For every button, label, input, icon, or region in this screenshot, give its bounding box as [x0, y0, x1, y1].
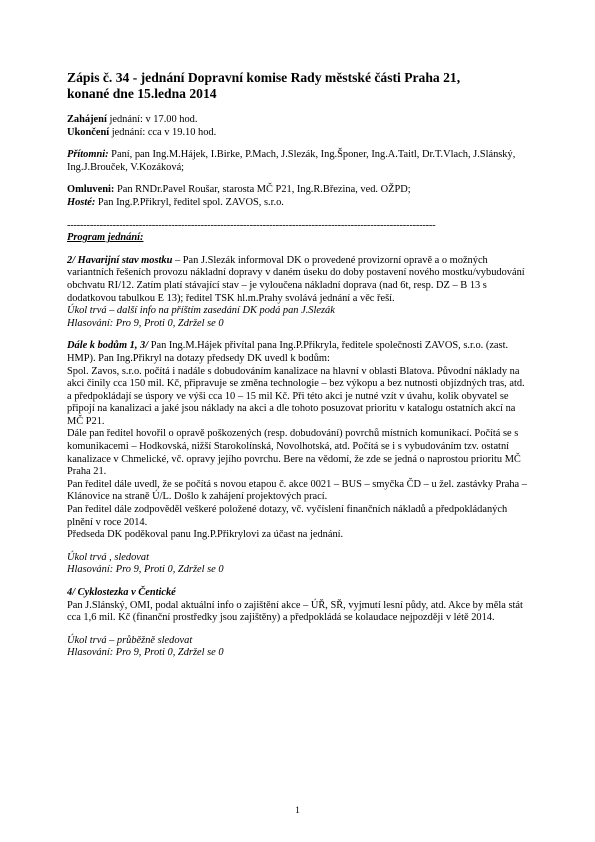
- present-label: Přítomni:: [67, 149, 109, 161]
- agenda-item-heading: Dále k bodům 1, 3/: [67, 340, 149, 352]
- agenda-item-vote: Hlasování: Pro 9, Proti 0, Zdržel se 0: [67, 564, 224, 576]
- agenda-item-body: – Pan J.Slezák informoval DK o provedené provizorní opravě a o možných variantních řešeních provozu nákladní dopravy v daném úseku do doby postavení nového mostku/vybudování obchvatu RI/12. Zatím platí stávající stav – je vyloučena nákladní doprava (nad 6t, resp. DZ – B 13 s dodatkovou tabulkou E 13); ředitel TSK hl.m.Prahy svolává jednání a věc řeší.: [67, 254, 525, 304]
- attendees-guests: [67, 197, 529, 210]
- title-line-2: konané dne 15.ledna 2014: [67, 86, 217, 101]
- divider-line: -----------------------------------------------------------------------------------------------------------------: [67, 219, 436, 231]
- start-label: Zahájení: [67, 114, 107, 125]
- agenda-item-task: Úkol trvá – průběžně sledovat: [67, 634, 193, 646]
- page-number: 1: [295, 806, 300, 816]
- present-text: Paní, pan Ing.M.Hájek, I.Birke, P.Mach, J.Slezák, Ing.Šponer, Ing.A.Taitl, Dr.T.Vlach, J.Slánský, Ing.J.Brouček, V.Kozáková;: [67, 149, 516, 173]
- end-label: Ukončení: [67, 126, 110, 138]
- document-title: [67, 70, 529, 102]
- guests-text: Pan Ing.P.Přikryl, ředitel spol. ZAVOS, s.r.o.: [95, 196, 284, 208]
- excused-label: Omluveni:: [67, 184, 115, 196]
- agenda-paragraph: Předseda DK poděkoval panu Ing.P.Přikrylovi za účast na jednání.: [67, 529, 344, 541]
- title-line-1: Zápis č. 34 - jednání Dopravní komise Rady městské části Praha 21,: [67, 70, 461, 85]
- meeting-end: [67, 127, 529, 140]
- start-text: jednání: v 17.00 hod.: [106, 114, 198, 125]
- agenda-item-vote: Hlasování: Pro 9, Proti 0, Zdržel se 0: [67, 317, 224, 329]
- agenda-item-2: [67, 255, 529, 331]
- end-text: jednání: cca v 19.10 hod.: [109, 126, 217, 138]
- agenda-item-1-3: [67, 340, 529, 577]
- agenda-paragraph: Spol. Zavos, s.r.o. počítá i nadále s dobudováním kanalizace na hlavní v oblasti Blatova. Původní náklady na akci činily cca 150 mil. Kč, připravuje se změna technologie – bez výkopu a bez nutnosti objízdných tras, atd. a předpokládají se úspory ve výši cca 10 – 15 mil Kč. Při této akci je nutné vzít v úvahu, kolik obyvatel se připojí na kanalizaci a jaké jsou náklady na akci a dle tohoto posuzovat prioritu v katalogu ostatních akcí na MČ P21.: [67, 365, 525, 427]
- agenda-paragraph: Dále pan ředitel hovořil o opravě poškozených (resp. dobudování) povrchů místních komunikací. Počítá se s komunikacemi – Hodkovská, nižší Starokolínská, Novolhotská, atd. Počítá se i s vybudováním tzv. ostatní kanalizace v Chmelické, vč. opravy jejího povrchu. Bere na vědomí, že zde se jedná o naprostou prioritu MČ Praha 21.: [67, 428, 521, 478]
- attendees-present: [67, 149, 529, 174]
- agenda-item-heading: 2/ Havarijní stav mostku: [67, 254, 173, 266]
- agenda-paragraph: Pan ředitel dále zodpověděl veškeré položené dotazy, vč. vyčíslení finančních nákladů a předpokládaných plnění v roce 2014.: [67, 504, 508, 528]
- meeting-start: [67, 114, 529, 127]
- attendees-excused: [67, 184, 529, 197]
- agenda-item-text: [67, 255, 529, 305]
- program-heading: Program jednání:: [67, 232, 144, 244]
- excused-text: Pan RNDr.Pavel Roušar, starosta MČ P21, Ing.R.Březina, ved. OŽPD;: [114, 184, 411, 196]
- agenda-item-task: Úkol trvá – další info na příštím zasedání DK podá pan J.Slezák: [67, 305, 335, 317]
- agenda-item-vote: Hlasování: Pro 9, Proti 0, Zdržel se 0: [67, 647, 224, 659]
- agenda-item-text: [67, 340, 529, 365]
- agenda-item-body: Pan Ing.M.Hájek přivítal pana Ing.P.Přikryla, ředitele společnosti ZAVOS, s.r.o. (zast. HMP). Pan Ing.Přikryl na dotazy předsedy DK uvedl k bodům:: [67, 340, 509, 364]
- agenda-item-task: Úkol trvá , sledovat: [67, 551, 149, 563]
- agenda-item-heading: 4/ Cyklostezka v Čentické: [67, 587, 176, 598]
- agenda-paragraph: Pan ředitel dále uvedl, že se počítá s novou etapou č. akce 0021 – BUS – smyčka ČD – u žel. zastávky Praha – Klánovice na straně Ú/L. Došlo k zahájení projektových prací.: [67, 478, 527, 503]
- guests-label: Hosté:: [67, 196, 96, 208]
- document-content: [67, 70, 529, 660]
- agenda-item-body: Pan J.Slánský, OMI, podal aktuální info o zajištění akce – ÚŘ, SŘ, vyjmutí lesní půdy, atd. Akce by měla stát cca 1,6 mil. Kč (finanční prostředky jsou zajištěny) a předpokládá se kolaudace nejpozději v létě 2014.: [67, 599, 523, 624]
- agenda-item-4: [67, 587, 529, 660]
